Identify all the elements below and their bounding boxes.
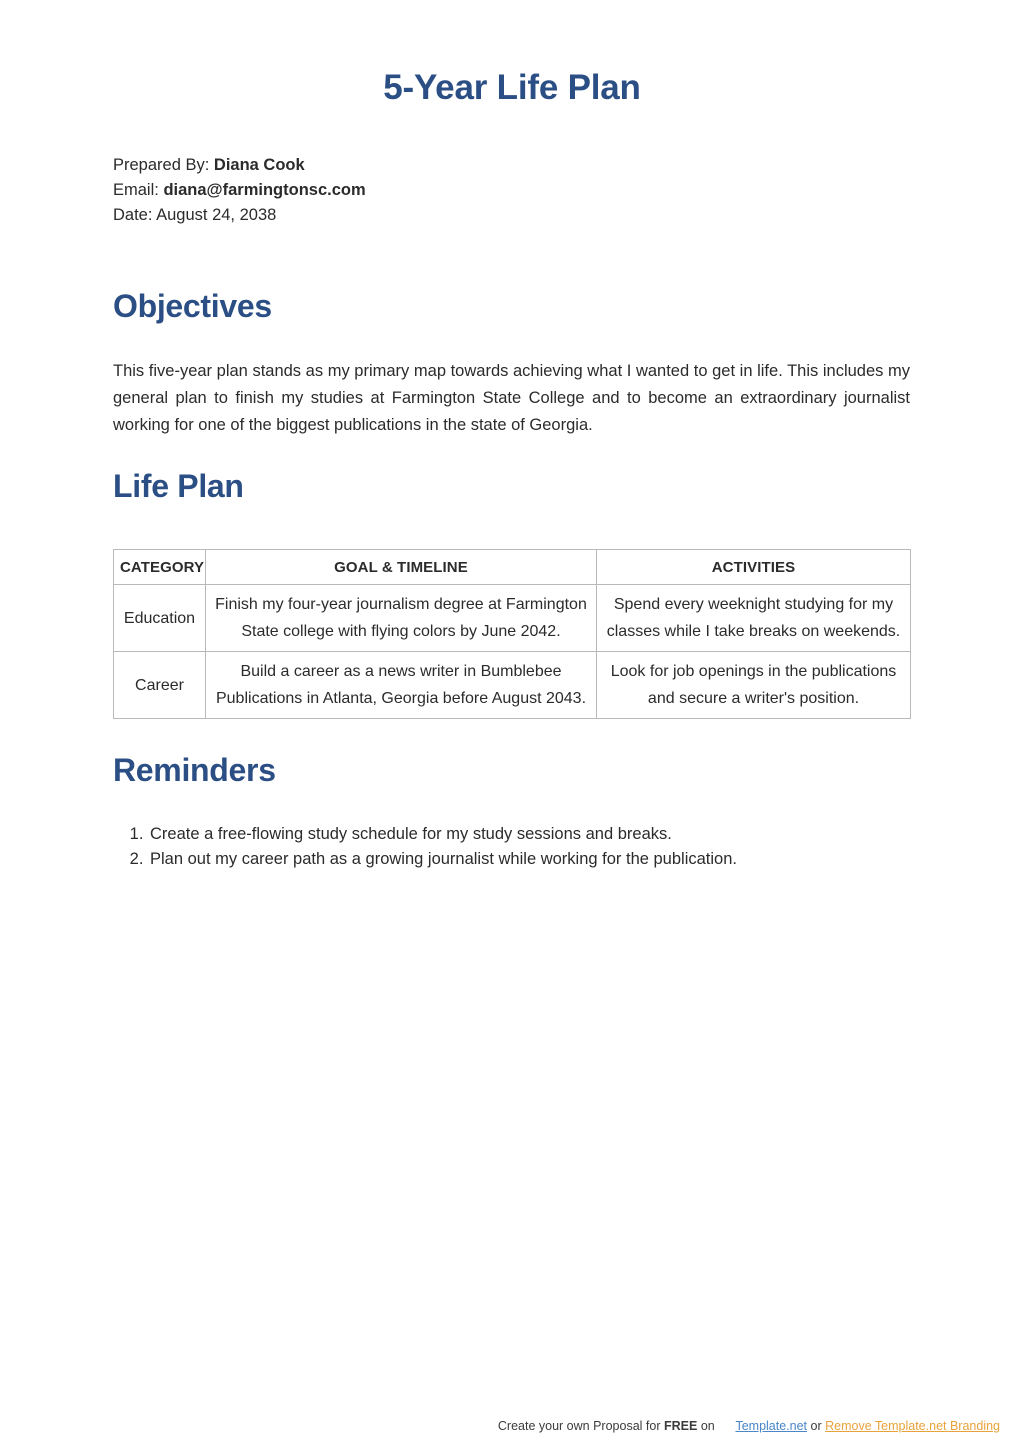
cell-category: Career bbox=[114, 652, 206, 719]
objectives-paragraph: This five-year plan stands as my primary map towards achieving what I wanted to get in life. This includes my general plan to finish my studies at Farmington State College and to become an extraordinary journalist working for one of the biggest publications in the state of Georgia. bbox=[113, 362, 910, 434]
table-row bbox=[114, 585, 911, 652]
list-item: 1. Create a free-flowing study schedule for my study sessions and breaks. bbox=[148, 822, 737, 847]
section-heading-reminders: Reminders bbox=[113, 752, 276, 788]
reminders-list bbox=[124, 822, 737, 872]
prepared-by-label: Prepared By: bbox=[113, 156, 210, 174]
table-header-category: CATEGORY bbox=[114, 550, 206, 585]
footer-free-text: FREE bbox=[663, 1419, 698, 1433]
table-header-row bbox=[114, 550, 911, 585]
template-net-link[interactable]: Template.net bbox=[735, 1419, 808, 1433]
footer-on-text: on bbox=[700, 1419, 715, 1433]
meta-row-date bbox=[113, 203, 366, 228]
remove-branding-link[interactable]: Remove Template.net Branding bbox=[825, 1419, 1000, 1433]
footer-prefix-text: Create your own Proposal for bbox=[497, 1419, 661, 1433]
cell-activities: Spend every weeknight studying for my classes while I take breaks on weekends. bbox=[597, 585, 911, 652]
table-header-activities: ACTIVITIES bbox=[597, 550, 911, 585]
page-title: 5-Year Life Plan bbox=[383, 68, 641, 107]
cell-category: Education bbox=[114, 585, 206, 652]
life-plan-table bbox=[113, 549, 911, 719]
cell-activities: Look for job openings in the publications and secure a writer's position. bbox=[597, 652, 911, 719]
list-item: 2. Plan out my career path as a growing journalist while working for the publication. bbox=[148, 847, 737, 872]
table-row bbox=[114, 652, 911, 719]
section-heading-life-plan: Life Plan bbox=[113, 468, 244, 504]
meta-row-email bbox=[113, 178, 366, 203]
cell-goal: Build a career as a news writer in Bumblebee Publications in Atlanta, Georgia before August 2043. bbox=[206, 652, 597, 719]
email-value: diana@farmingtonsc.com bbox=[163, 181, 366, 199]
table-header-goal: GOAL & TIMELINE bbox=[206, 550, 597, 585]
email-label: Email: bbox=[113, 181, 159, 199]
footer-or-text: or bbox=[810, 1419, 822, 1433]
document-meta-block bbox=[113, 153, 366, 228]
date-value: August 24, 2038 bbox=[156, 206, 277, 224]
date-label: Date: bbox=[113, 206, 153, 224]
section-heading-objectives: Objectives bbox=[113, 288, 272, 324]
cell-goal: Finish my four-year journalism degree at Farmington State college with flying colors by June 2042. bbox=[206, 585, 597, 652]
prepared-by-value: Diana Cook bbox=[213, 156, 305, 174]
meta-row-prepared-by bbox=[113, 153, 366, 178]
footer-branding-bar bbox=[0, 1419, 1024, 1433]
